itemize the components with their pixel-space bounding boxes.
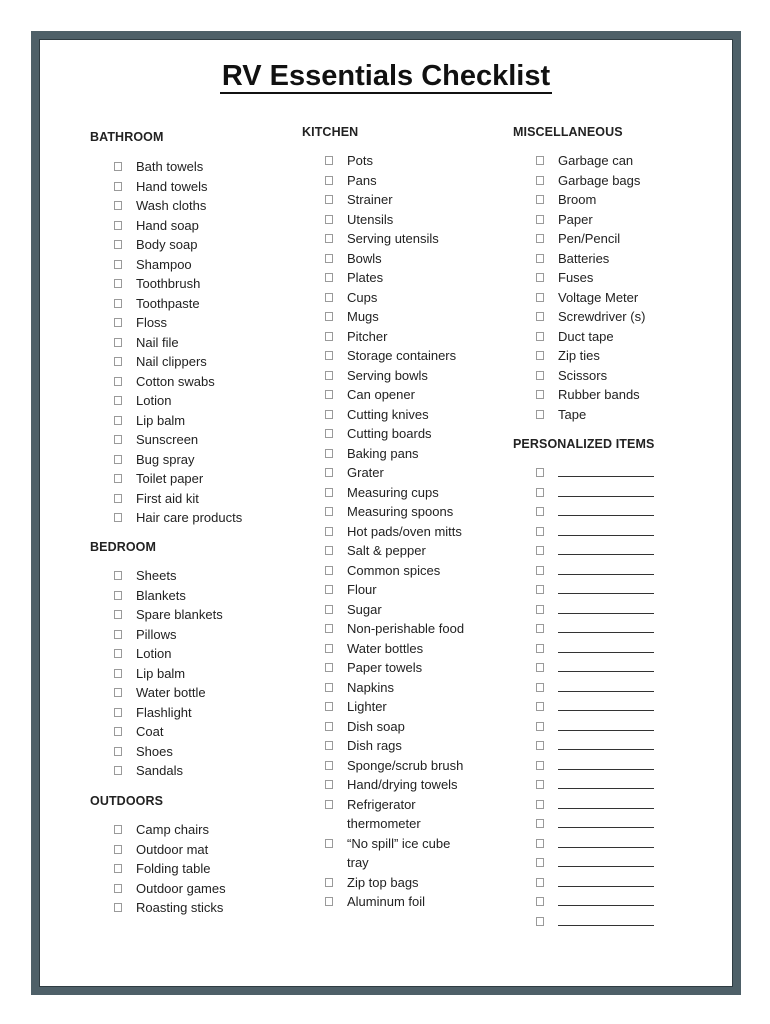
write-in-line[interactable]: [558, 808, 654, 809]
checkbox[interactable]: [114, 708, 122, 717]
checklist-item-label: Zip top bags: [347, 874, 419, 890]
write-in-line[interactable]: [558, 788, 654, 789]
checklist-item-label: Non-perishable food: [347, 621, 465, 636]
checkbox[interactable]: [325, 605, 333, 614]
checkbox[interactable]: [325, 195, 333, 204]
checklist-item-label: Nail file: [136, 334, 179, 350]
checkbox[interactable]: [325, 293, 333, 302]
checkbox[interactable]: [536, 722, 544, 731]
checkbox[interactable]: [536, 663, 544, 672]
write-in-line[interactable]: [558, 515, 654, 516]
checkbox[interactable]: [325, 546, 333, 555]
checkbox[interactable]: [325, 624, 333, 633]
outdoors-heading: OUTDOORS: [90, 794, 164, 808]
checkbox[interactable]: [536, 371, 544, 380]
checklist-item-label: Toothpaste: [136, 295, 200, 311]
checklist-item-label: Mugs: [347, 309, 379, 324]
checkbox[interactable]: [325, 780, 333, 789]
checkbox[interactable]: [536, 293, 544, 302]
checklist-item-label: Fuses: [558, 270, 594, 285]
checklist-item-label: Storage containers: [347, 348, 457, 363]
checklist-item-label: Utensils: [347, 211, 394, 227]
checkbox[interactable]: [114, 338, 122, 347]
checklist-item-label: Folding table: [136, 861, 211, 876]
checkbox[interactable]: [325, 156, 333, 165]
checklist-item-label: Refrigerator: [347, 796, 416, 812]
write-in-line[interactable]: [558, 769, 654, 770]
checklist-item-label: Cutting knives: [347, 406, 429, 422]
checklist-item-label: Zip ties: [558, 348, 600, 363]
checkbox[interactable]: [536, 234, 544, 243]
checklist-item-label: Bug spray: [136, 451, 195, 467]
miscellaneous-heading: MISCELLANEOUS: [513, 125, 623, 139]
checkbox[interactable]: [325, 468, 333, 477]
checkbox[interactable]: [536, 176, 544, 185]
checklist-item-label: Paper towels: [347, 660, 423, 675]
write-in-line[interactable]: [558, 671, 654, 672]
write-in-line[interactable]: [558, 866, 654, 867]
checklist-item-label: Dish rags: [347, 738, 402, 753]
write-in-line[interactable]: [558, 749, 654, 750]
checkbox[interactable]: [325, 410, 333, 419]
checkbox[interactable]: [536, 566, 544, 575]
checkbox[interactable]: [536, 741, 544, 750]
checklist-item-label: Sunscreen: [136, 432, 199, 447]
checkbox[interactable]: [536, 878, 544, 887]
checklist-item-label: Sugar: [347, 601, 382, 617]
checklist-item-label: Floss: [136, 315, 168, 330]
checklist-item-label: Nail clippers: [136, 354, 207, 369]
checkbox[interactable]: [325, 429, 333, 438]
checkbox[interactable]: [536, 488, 544, 497]
checklist-item-label: Coat: [136, 724, 164, 739]
checklist-item-label: Lotion: [136, 646, 172, 661]
write-in-line[interactable]: [558, 613, 654, 614]
kitchen-heading: KITCHEN: [302, 125, 359, 139]
write-in-line[interactable]: [558, 886, 654, 887]
checklist-item-label: Common spices: [347, 562, 441, 578]
checkbox[interactable]: [114, 845, 122, 854]
checkbox[interactable]: [536, 897, 544, 906]
checkbox[interactable]: [536, 527, 544, 536]
checklist-item-label: Pen/Pencil: [558, 231, 621, 246]
checklist-item-label: Can opener: [347, 387, 415, 402]
checkbox[interactable]: [114, 630, 122, 639]
checklist-item-label: Hot pads/oven mitts: [347, 523, 462, 539]
page-title: RV Essentials Checklist: [221, 60, 551, 92]
checklist-item-label: Pillows: [136, 626, 177, 642]
checklist-item-label: Baking pans: [347, 445, 419, 461]
checklist-item-label: Serving bowls: [347, 367, 428, 383]
checklist-item-label: Water bottles: [347, 640, 424, 656]
checkbox[interactable]: [114, 727, 122, 736]
checkbox[interactable]: [114, 162, 122, 171]
checklist-item-label: Sponge/scrub brush: [347, 757, 464, 773]
checklist-item-label: Batteries: [558, 250, 610, 266]
checkbox[interactable]: [325, 839, 333, 848]
write-in-line[interactable]: [558, 476, 654, 477]
checkbox[interactable]: [536, 780, 544, 789]
checklist-item-label: Screwdriver (s): [558, 309, 646, 324]
checkbox[interactable]: [114, 240, 122, 249]
checkbox[interactable]: [325, 273, 333, 282]
checkbox[interactable]: [325, 507, 333, 516]
checklist-item-label: Dish soap: [347, 718, 405, 734]
write-in-line[interactable]: [558, 652, 654, 653]
checklist-item-label: Pitcher: [347, 328, 388, 344]
checkbox[interactable]: [325, 800, 333, 809]
checkbox[interactable]: [325, 761, 333, 770]
checkbox[interactable]: [536, 156, 544, 165]
checkbox[interactable]: [114, 221, 122, 230]
checkbox[interactable]: [536, 761, 544, 770]
checkbox[interactable]: [114, 669, 122, 678]
checkbox[interactable]: [325, 449, 333, 458]
checklist-item-label: Lighter: [347, 699, 387, 714]
checkbox[interactable]: [114, 591, 122, 600]
checkbox[interactable]: [325, 488, 333, 497]
checkbox[interactable]: [114, 864, 122, 873]
write-in-line[interactable]: [558, 574, 654, 575]
write-in-line[interactable]: [558, 554, 654, 555]
checkbox[interactable]: [114, 279, 122, 288]
checkbox[interactable]: [325, 585, 333, 594]
bedroom-heading: BEDROOM: [90, 540, 156, 554]
checkbox[interactable]: [325, 371, 333, 380]
checkbox[interactable]: [536, 644, 544, 653]
checkbox[interactable]: [114, 494, 122, 503]
checkbox[interactable]: [325, 176, 333, 185]
checkbox[interactable]: [536, 585, 544, 594]
checkbox[interactable]: [114, 318, 122, 327]
checkbox[interactable]: [114, 299, 122, 308]
checklist-item-label: Hair care products: [136, 510, 243, 525]
checkbox[interactable]: [325, 351, 333, 360]
checklist-item-label: Cutting boards: [347, 426, 432, 441]
checklist-item-label: Plates: [347, 270, 384, 285]
checkbox[interactable]: [114, 377, 122, 386]
write-in-line[interactable]: [558, 847, 654, 848]
write-in-line[interactable]: [558, 593, 654, 594]
checkbox[interactable]: [536, 683, 544, 692]
checkbox[interactable]: [536, 546, 544, 555]
checkbox[interactable]: [325, 390, 333, 399]
checklist-item-label: Lotion: [136, 393, 172, 408]
checkbox[interactable]: [114, 825, 122, 834]
write-in-line[interactable]: [558, 496, 654, 497]
checklist-item-label: Flashlight: [136, 704, 192, 720]
checklist-item-label: Shoes: [136, 743, 173, 759]
checklist-item-label: Voltage Meter: [558, 289, 639, 305]
checkbox[interactable]: [536, 839, 544, 848]
checkbox[interactable]: [325, 234, 333, 243]
bathroom-heading: BATHROOM: [90, 130, 164, 144]
checklist-item-label: Spare blankets: [136, 607, 223, 622]
page-border: [31, 31, 741, 995]
checkbox[interactable]: [114, 747, 122, 756]
checklist-item-label: Outdoor mat: [136, 841, 209, 857]
checklist-item-label: Aluminum foil: [347, 894, 426, 909]
checkbox[interactable]: [536, 468, 544, 477]
checklist-item-label: Toilet paper: [136, 471, 204, 486]
checklist-item-label: Measuring cups: [347, 484, 439, 500]
checklist-item-label: First aid kit: [136, 490, 199, 506]
checkbox[interactable]: [325, 741, 333, 750]
checkbox[interactable]: [536, 624, 544, 633]
checklist-item-label: Cotton swabs: [136, 373, 215, 389]
write-in-line[interactable]: [558, 535, 654, 536]
checklist-item-label: Hand soap: [136, 217, 199, 233]
checklist-item-label: Camp chairs: [136, 822, 209, 837]
checkbox[interactable]: [536, 351, 544, 360]
write-in-line[interactable]: [558, 710, 654, 711]
checkbox[interactable]: [114, 766, 122, 775]
checkbox[interactable]: [325, 683, 333, 692]
write-in-line[interactable]: [558, 691, 654, 692]
checklist-item-label: Grater: [347, 465, 384, 480]
checkbox[interactable]: [325, 897, 333, 906]
checkbox[interactable]: [325, 878, 333, 887]
checkbox[interactable]: [536, 332, 544, 341]
checklist-item-label: Rubber bands: [558, 387, 640, 402]
checkbox[interactable]: [114, 474, 122, 483]
checklist-item-label: Bath towels: [136, 159, 204, 174]
checklist-item-label: Wash cloths: [136, 198, 207, 213]
checklist-item-label-continued: thermometer: [347, 816, 421, 831]
checklist-item-label: Broom: [558, 192, 597, 207]
checkbox[interactable]: [114, 571, 122, 580]
checklist-item-label: Water bottle: [136, 685, 206, 700]
checklist-item-label: Hand/drying towels: [347, 777, 458, 792]
checkbox[interactable]: [325, 663, 333, 672]
checklist-item-label: Strainer: [347, 192, 393, 207]
write-in-line[interactable]: [558, 905, 654, 906]
checkbox[interactable]: [114, 182, 122, 191]
checkbox[interactable]: [114, 416, 122, 425]
checklist-page: [39, 39, 733, 987]
checkbox[interactable]: [114, 357, 122, 366]
checklist-item-label: Blankets: [136, 587, 186, 603]
checklist-item-label: Sheets: [136, 568, 177, 583]
checkbox[interactable]: [536, 800, 544, 809]
checkbox[interactable]: [325, 722, 333, 731]
checklist-item-label: Bowls: [347, 250, 382, 266]
checkbox[interactable]: [325, 312, 333, 321]
checkbox[interactable]: [325, 254, 333, 263]
checklist-item-label: Garbage can: [558, 153, 634, 168]
checklist-item-label: Shampoo: [136, 256, 192, 272]
checklist-item-label: Pots: [347, 153, 374, 168]
checklist-item-label: Cups: [347, 289, 378, 305]
personalized-heading: PERSONALIZED ITEMS: [513, 437, 655, 451]
checkbox[interactable]: [114, 884, 122, 893]
write-in-line[interactable]: [558, 730, 654, 731]
checklist-item-label: Outdoor games: [136, 880, 226, 896]
checklist-item-label: Body soap: [136, 237, 198, 252]
checkbox[interactable]: [536, 605, 544, 614]
checkbox[interactable]: [536, 917, 544, 926]
checkbox[interactable]: [114, 688, 122, 697]
checkbox[interactable]: [114, 513, 122, 522]
checklist-item-label: Roasting sticks: [136, 900, 224, 915]
checkbox[interactable]: [536, 273, 544, 282]
checklist-item-label: Flour: [347, 582, 377, 597]
checklist-item-label: Scissors: [558, 367, 608, 383]
checkbox[interactable]: [536, 215, 544, 224]
write-in-line[interactable]: [558, 925, 654, 926]
checkbox[interactable]: [114, 260, 122, 269]
checkbox[interactable]: [536, 819, 544, 828]
checkbox[interactable]: [325, 215, 333, 224]
checkbox[interactable]: [114, 649, 122, 658]
checkbox[interactable]: [114, 903, 122, 912]
checklist-item-label: Serving utensils: [347, 231, 439, 246]
checkbox[interactable]: [114, 201, 122, 210]
checkbox[interactable]: [325, 527, 333, 536]
checklist-item-label: Toothbrush: [136, 276, 201, 291]
checkbox[interactable]: [114, 610, 122, 619]
checklist-item-label: Pans: [347, 172, 377, 188]
checkbox[interactable]: [536, 390, 544, 399]
checklist-item-label: Measuring spoons: [347, 504, 454, 519]
checklist-item-label: Salt & pepper: [347, 543, 426, 558]
checklist-item-label: Lip balm: [136, 665, 186, 681]
checkbox[interactable]: [536, 195, 544, 204]
checkbox[interactable]: [325, 332, 333, 341]
checklist-item-label: Paper: [558, 211, 593, 227]
checklist-item-label: Lip balm: [136, 412, 186, 428]
checkbox[interactable]: [536, 507, 544, 516]
checkbox[interactable]: [536, 312, 544, 321]
checklist-item-label: Hand towels: [136, 178, 208, 194]
checkbox[interactable]: [536, 858, 544, 867]
checkbox[interactable]: [325, 566, 333, 575]
checklist-item-label-continued: tray: [347, 855, 369, 870]
checkbox[interactable]: [325, 702, 333, 711]
checkbox[interactable]: [114, 396, 122, 405]
checkbox[interactable]: [536, 702, 544, 711]
checkbox[interactable]: [114, 455, 122, 464]
checkbox[interactable]: [325, 644, 333, 653]
checkbox[interactable]: [536, 410, 544, 419]
checkbox[interactable]: [114, 435, 122, 444]
checklist-item-label: “No spill” ice cube: [347, 835, 451, 851]
checkbox[interactable]: [536, 254, 544, 263]
checklist-item-label: Garbage bags: [558, 172, 641, 188]
checklist-item-label: Sandals: [136, 763, 183, 778]
checklist-item-label: Tape: [558, 406, 587, 422]
checklist-item-label: Napkins: [347, 679, 394, 695]
checklist-item-label: Duct tape: [558, 328, 614, 344]
write-in-line[interactable]: [558, 827, 654, 828]
write-in-line[interactable]: [558, 632, 654, 633]
